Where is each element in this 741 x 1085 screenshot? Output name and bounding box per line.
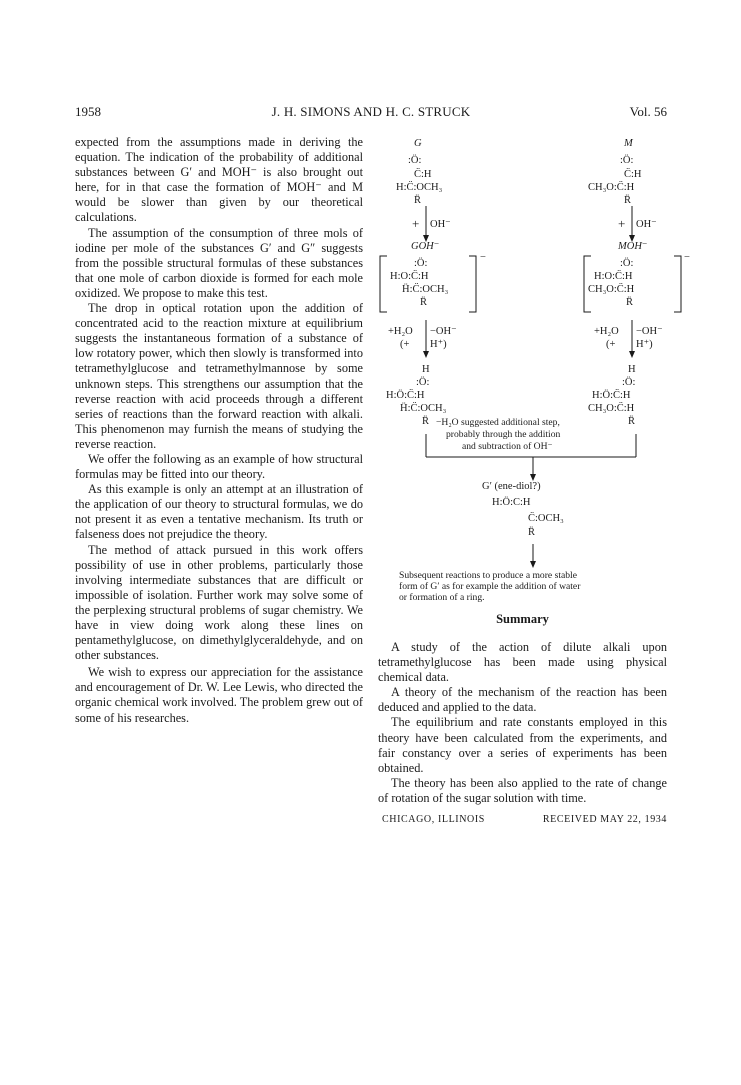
plus-sign: + [412, 216, 420, 231]
reaction-scheme [370, 134, 690, 604]
label-m: M [624, 138, 633, 149]
received-date: RECEIVED MAY 22, 1934 [542, 814, 667, 825]
arrowhead [423, 351, 429, 358]
formula-line: Ḧ:C̈:OCH₃ [402, 284, 449, 295]
charge-sign: − [480, 252, 486, 263]
formula-line: R̈ [624, 195, 632, 206]
paragraph: The assumption of the consumption of three mols of iodine per mole of the substances G′ and G″ suggests from the possible structural formulas of these substances that one mole of carbon dioxide is formed for each mole oxidized. We propose to make this test. [75, 225, 363, 300]
volume-number: Vol. 56 [629, 104, 667, 119]
formula-line: R̈ [422, 416, 430, 427]
hydroxide-label: OH⁻ [636, 219, 657, 230]
paragraph: expected from the assumptions made in deriving the equation. The indication of the probability of additional substances between G′ and MOH⁻ is also brought out here, for in that case the formation of MOH⁻ and M would be slower than given by our theoretical calculations. [75, 135, 363, 225]
running-title: J. H. SIMONS AND H. C. STRUCK [271, 104, 471, 119]
formula-line: R̈ [414, 195, 422, 206]
left-column [75, 135, 363, 726]
subsequent-line: form of G′ as for example the addition of water [399, 581, 581, 592]
arrowhead [530, 474, 536, 481]
paragraph: The drop in optical rotation upon the addition of concentrated acid to the reaction mixture at equilibrium suggests the instantaneous formation of a substance of low rotatory power, which then slowly is transformed into tetramethylglucose and tetramethylmannose by some unknown steps. This strengthens our assumption that the reverse reaction with acid proceeds through a different series of reactions than the forward reaction with alkali. This phenomenon may furnish the means of studying the reverse reaction. [75, 301, 363, 451]
charge-sign: − [684, 252, 690, 263]
proton-label: H⁺) [636, 339, 653, 350]
paragraph: We offer the following as an example of how structural formulas may be fitted into our theory. [75, 451, 363, 482]
proton-paren: (+ [606, 339, 616, 350]
summary-paragraph: The theory has been also applied to the rate of change of rotation of the sugar solution with time. [378, 775, 667, 805]
formula-line: :Ö: [622, 377, 636, 388]
formula-line: :Ö: [414, 258, 428, 269]
summary-heading: Summary [496, 612, 549, 626]
proton-label: H⁺) [430, 339, 447, 350]
label-goh: GOH⁻ [411, 241, 440, 252]
enediol-label: G′ (ene-diol?) [482, 481, 541, 492]
formula-line: H:Ö:C:H [492, 497, 531, 508]
formula-line: H:Ö:C̈:H [592, 390, 631, 401]
formula-line: H:O:C̈:H [390, 271, 429, 282]
formula-line: H [422, 364, 430, 375]
formula-line: H:C̈:OCH₃ [396, 182, 443, 193]
subsequent-line: or formation of a ring. [399, 592, 485, 603]
proton-paren: (+ [400, 339, 410, 350]
summary-paragraph: The equilibrium and rate constants employed in this theory have been calculated from the experiments, and fair constancy over a series of experiments has been obtained. [378, 715, 667, 775]
label-moh: MOH⁻ [618, 241, 648, 252]
summary-paragraph: A theory of the mechanism of the reaction has been deduced and applied to the data. [378, 685, 667, 715]
formula-line: C̈:H [624, 169, 642, 180]
page-header [75, 104, 667, 122]
location: CHICAGO, ILLINOIS [382, 814, 485, 825]
formula-line: CH₃O:C̈:H [588, 403, 635, 414]
formula-line: R̈ [420, 297, 428, 308]
paragraph: We wish to express our appreciation for the assistance and encouragement of Dr. W. Lee Lewis, who directed the organic chemical work involved. The problem grew out of some of his researches. [75, 665, 363, 725]
plus-sign: + [618, 216, 626, 231]
paragraph: As this example is only an attempt at an illustration of the application of our theory to structural formulas, we do not present it as even a tentative mechanism. Its truth or falseness does not prejudice the theory. [75, 482, 363, 542]
formula-line: CH₃O:C̈:H [588, 284, 635, 295]
bracket-goh-left [380, 256, 387, 312]
formula-line: R̈ [528, 527, 536, 538]
paragraph: The method of attack pursued in this work offers possibility of use in other problems, particularly those involving intermediate substances that are difficult or impossible of isolation. Further work may solve some of the perplexing structural problems of sugar chemistry. We have in view doing work along these lines on pentamethylglucose, on dimethylglyceraldehyde, and on other substances. [75, 542, 363, 663]
bracket-goh-right [469, 256, 476, 312]
formula-line: :Ö: [620, 155, 634, 166]
formula-line: R̈ [626, 297, 634, 308]
water-addition: +H₂O [388, 326, 413, 337]
water-addition: +H₂O [594, 326, 619, 337]
hydroxide-removal: −OH⁻ [430, 326, 457, 337]
arrowhead [629, 351, 635, 358]
summary-column [378, 640, 667, 806]
bracket-moh-right [674, 256, 681, 312]
summary-paragraph: A study of the action of dilute alkali upon tetramethylglucose has been made using physical chemical data. [378, 640, 667, 685]
label-g: G [414, 138, 422, 149]
subsequent-line: Subsequent reactions to produce a more stable [399, 570, 577, 581]
formula-line: H:O:C̈:H [594, 271, 633, 282]
formula-line: C̈:H [414, 169, 432, 180]
formula-line: R̈ [628, 416, 636, 427]
formula-line: :Ö: [416, 377, 430, 388]
formula-line: :Ö: [408, 155, 422, 166]
hydroxide-label: OH⁻ [430, 219, 451, 230]
note-line: −H₂O suggested additional step, [436, 417, 560, 428]
formula-line: Ḧ:C̈:OCH₃ [400, 403, 447, 414]
page-number: 1958 [75, 104, 101, 119]
formula-line: H [628, 364, 636, 375]
hydroxide-removal: −OH⁻ [636, 326, 663, 337]
formula-line: CH₃O:C̈:H [588, 182, 635, 193]
note-line: probably through the addition [446, 429, 561, 440]
note-line: and subtraction of OH⁻ [462, 441, 553, 452]
arrowhead [530, 561, 536, 568]
formula-line: :Ö: [620, 258, 634, 269]
formula-line: H:Ö:C̈:H [386, 390, 425, 401]
formula-line: C̈:OCH₃ [528, 513, 564, 524]
